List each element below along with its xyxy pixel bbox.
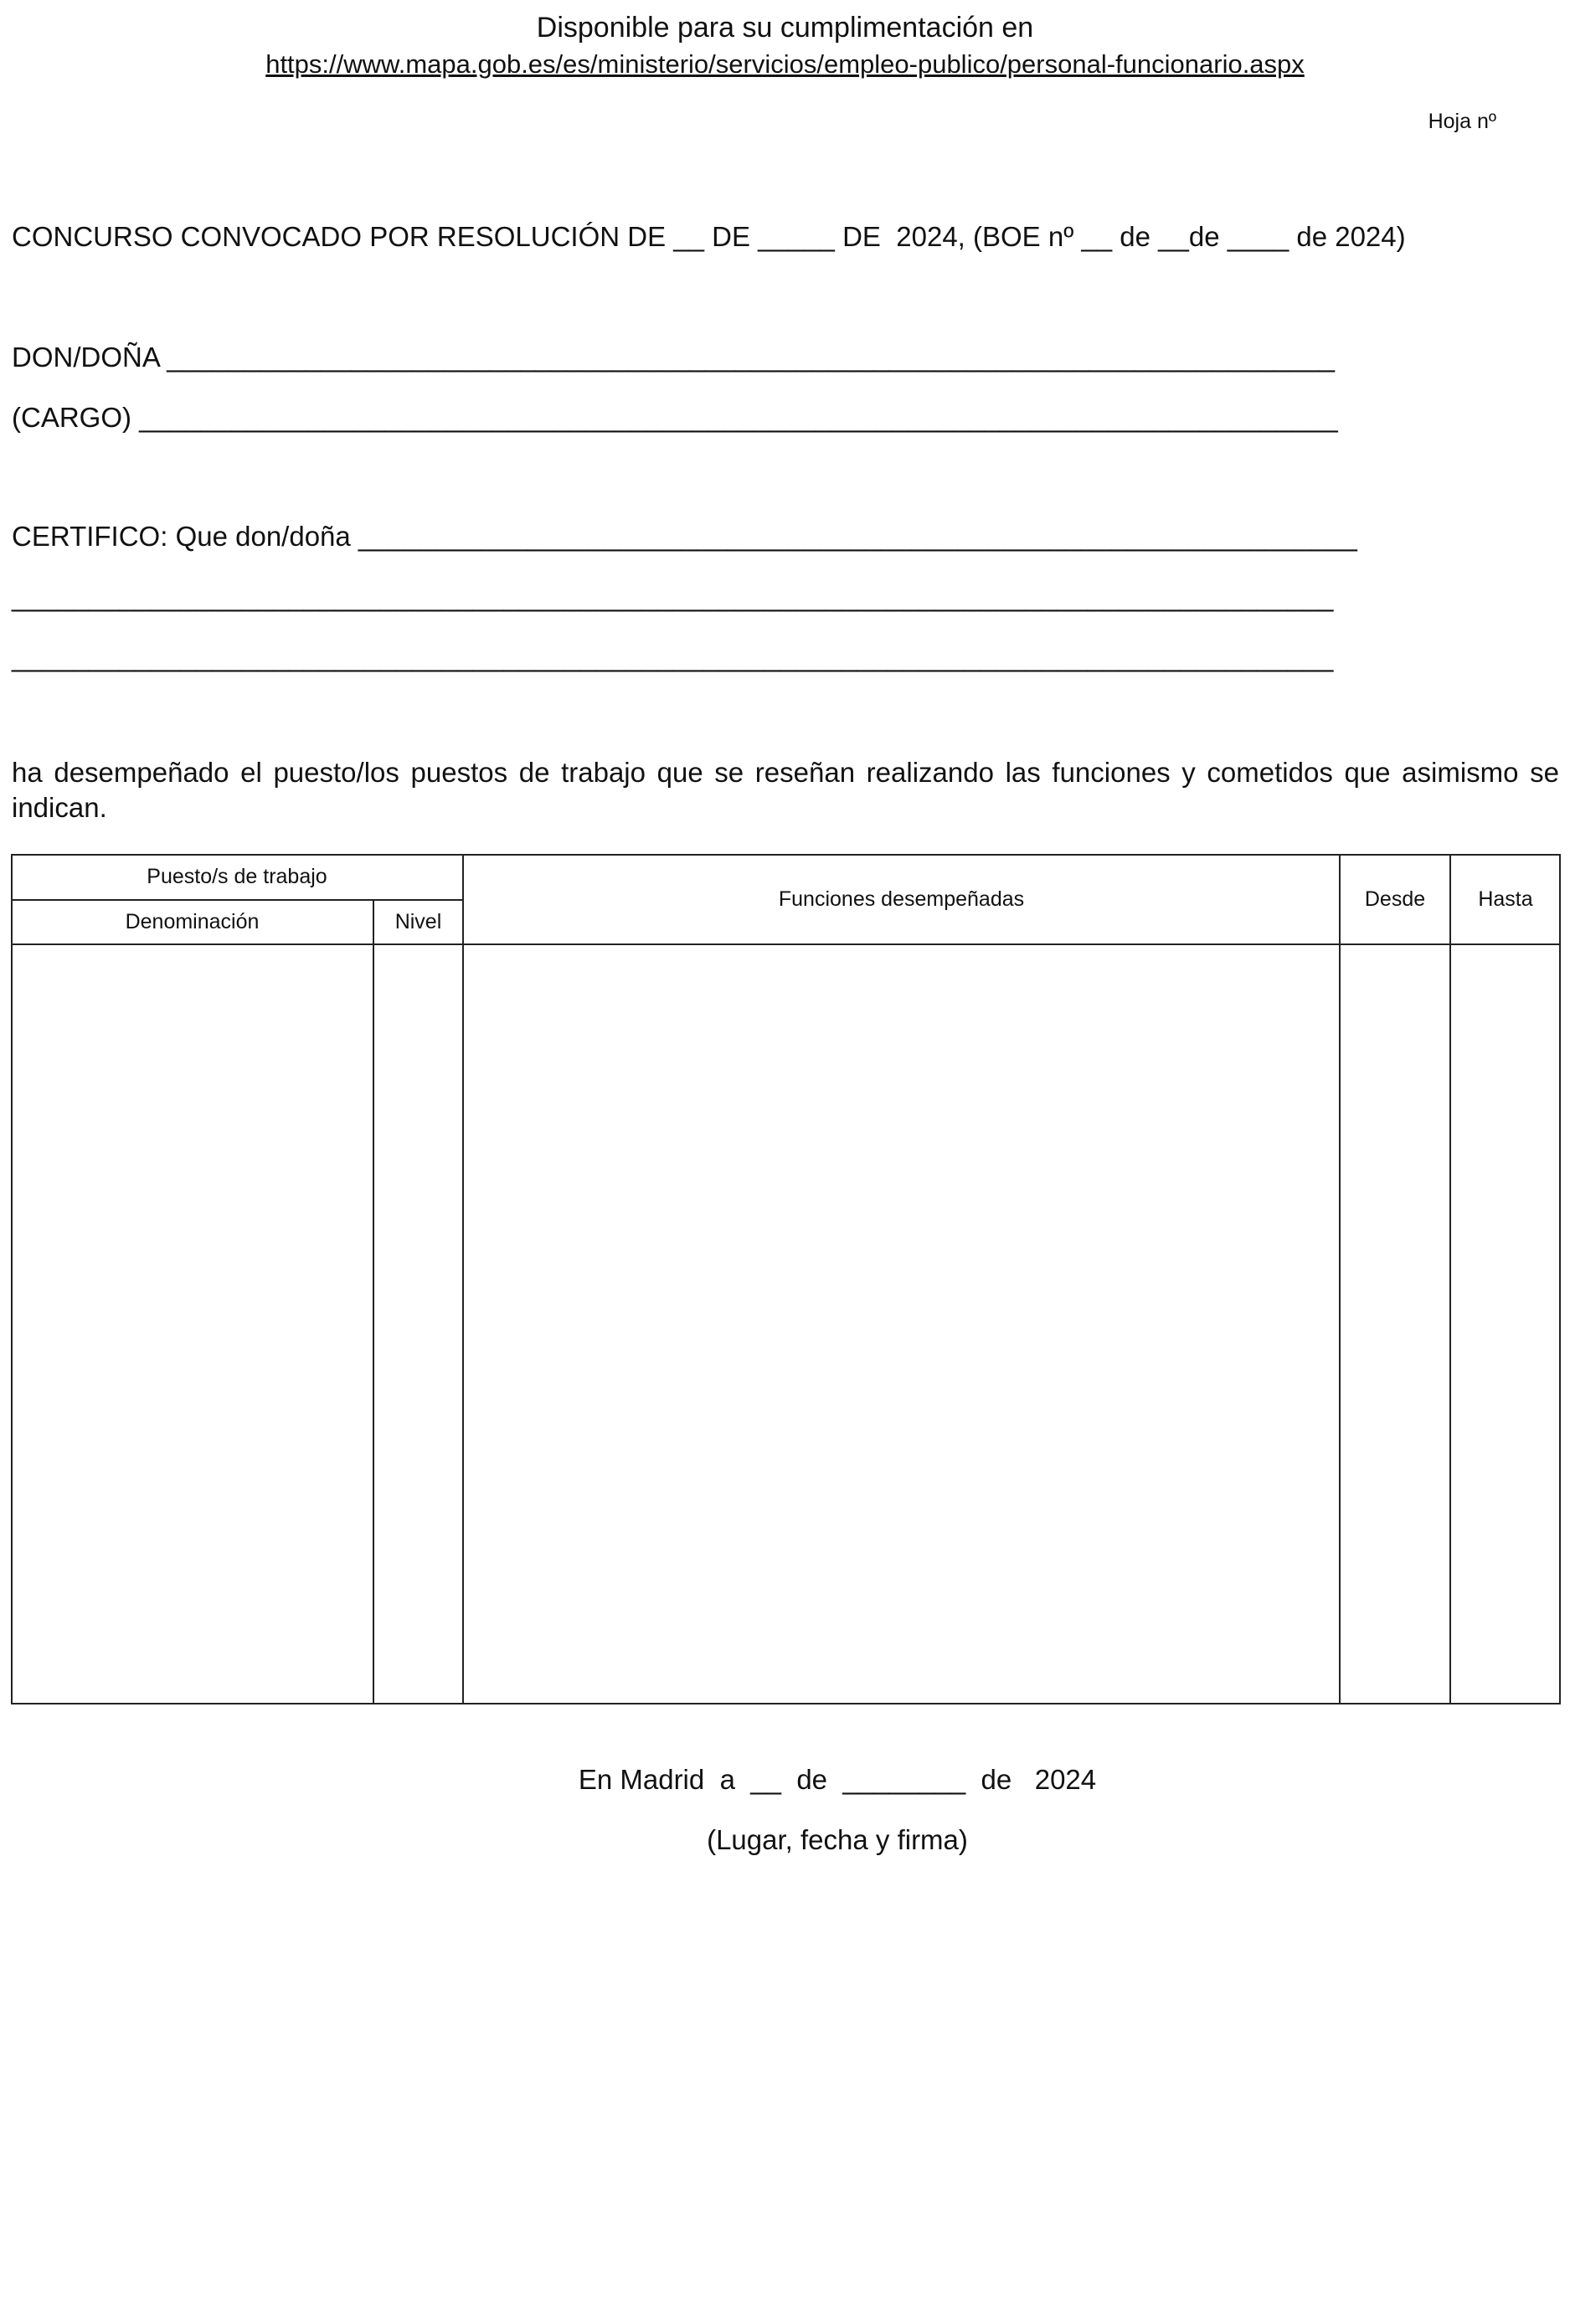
hasta-header: Hasta [1478,887,1533,911]
nivel-header: Nivel [394,910,442,933]
table-border [12,855,1560,1704]
denominacion-header: Denominación [125,910,260,933]
certification-paragraph: ha desempeñado el puesto/los puestos de trabajo que se reseñan realizando las funciones y cometidos que asimismo se indican. [12,757,1559,823]
desde-header: Desde [1364,887,1426,911]
blank-line: ______________________________________________________________________________________ [12,641,1334,672]
sheet-number-label: Hoja nº [1428,110,1496,133]
concurso-line: CONCURSO CONVOCADO POR RESOLUCIÓN DE __ DE _____ DE 2024, (BOE nº __ de __de ____ de 2024) [12,221,1406,252]
mapa-url-link[interactable]: https://www.mapa.gob.es/es/ministerio/servicios/empleo-publico/personal-funcionario.aspx [265,49,1305,79]
table-grid [11,854,1561,1704]
date-line: En Madrid a __ de ________ de 2024 [578,1764,1097,1795]
cargo-field-line: (CARGO) ______________________________________________________________________________ [12,402,1338,433]
don-field-line: DON/DOÑA ____________________________________________________________________________ [12,342,1336,373]
header-title: Disponible para su cumplimentación en [536,12,1034,44]
puestos-group-header: Puesto/s de trabajo [147,865,327,888]
positions-table [11,854,1561,1704]
blank-line: ______________________________________________________________________________________ [12,581,1334,612]
certifico-field-line: CERTIFICO: Que don/doña _________________________________________________________________ [12,521,1357,552]
signature-label: (Lugar, fecha y firma) [707,1824,968,1855]
funciones-header: Funciones desempeñadas [778,887,1025,911]
